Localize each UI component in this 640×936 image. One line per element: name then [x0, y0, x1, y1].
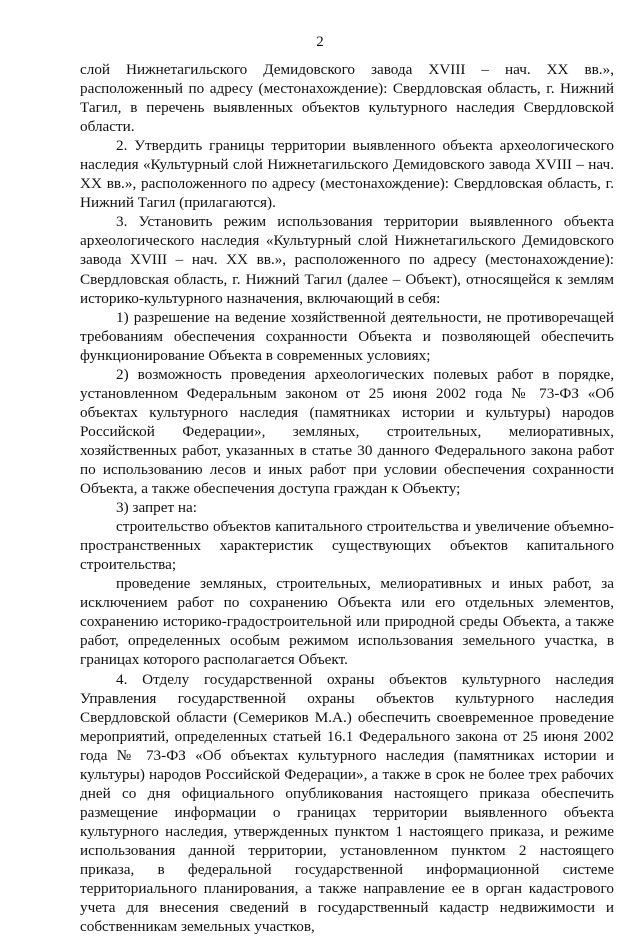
prohibition-construction: строительство объектов капитального строительства и увеличение объемно-пространственных характеристик существующих объектов капитального строительства;: [80, 517, 614, 574]
paragraph-item-4: 4. Отделу государственной охраны объектов культурного наследия Управления государственной охраны объектов культурного наследия Свердловской области (Семериков М.А.) обеспечить своевременное проведение мероприятий, определенных статьей 16.1 Федерального закона от 25 июня 2002 года № 73-ФЗ «Об объектах культурного наследия (памятниках истории и культуры) народов Российской Федерации», а также в срок не более трех рабочих дней со дня официального опубликования настоящего приказа обеспечить размещение информации о границах территории выявленного объекта культурного наследия, утвержденных пунктом 1 настоящего приказа, и режиме использования данной территории, установленном пунктом 2 настоящего приказа, в федеральной государственной информационной системе территориального планирования, а также направление ее в орган кадастрового учета для внесения сведений в государственный кадастр недвижимости и собственникам земельных участков,: [80, 670, 614, 936]
page-number: 2: [0, 34, 640, 51]
document-body: [80, 60, 614, 936]
subitem-1: 1) разрешение на ведение хозяйственной деятельности, не противоречащей требованиям обеспечения сохранности Объекта и позволяющей обеспечить функционирование Объекта в современных условиях;: [80, 308, 614, 365]
subitem-2: 2) возможность проведения археологических полевых работ в порядке, установленном Федеральным законом от 25 июня 2002 года № 73-ФЗ «Об объектах культурного наследия (памятниках истории и культуры) народов Российской Федерации», земляных, строительных, мелиоративных, хозяйственных работ, указанных в статье 30 данного Федерального закона работ по использованию лесов и иных работ при условии обеспечения сохранности Объекта, а также обеспечения доступа граждан к Объекту;: [80, 365, 614, 498]
paragraph-item-2: 2. Утвердить границы территории выявленного объекта археологического наследия «Культурный слой Нижнетагильского Демидовского завода XVIII – нач. XX вв.», расположенного по адресу (местонахождение): Свердловская область, г. Нижний Тагил (прилагаются).: [80, 136, 614, 212]
subitem-3: 3) запрет на:: [80, 498, 614, 517]
prohibition-works: проведение земляных, строительных, мелиоративных и иных работ, за исключением работ по сохранению Объекта или его отдельных элементов, сохранению историко-градостроительной или природной среды Объекта, а также работ, определенных особым режимом использования земельного участка, в границах которого располагается Объект.: [80, 574, 614, 669]
paragraph-continuation: слой Нижнетагильского Демидовского завода XVIII – нач. XX вв.», расположенный по адресу (местонахождение): Свердловская область, г. Нижний Тагил, в перечень выявленных объектов культурного наследия Свердловской области.: [80, 60, 614, 136]
paragraph-item-3: 3. Установить режим использования территории выявленного объекта археологического наследия «Культурный слой Нижнетагильского Демидовского завода XVIII – нач. XX вв.», расположенного по адресу (местонахождение): Свердловская область, г. Нижний Тагил (далее – Объект), относящейся к землям историко-культурного назначения, включающий в себя:: [80, 212, 614, 307]
